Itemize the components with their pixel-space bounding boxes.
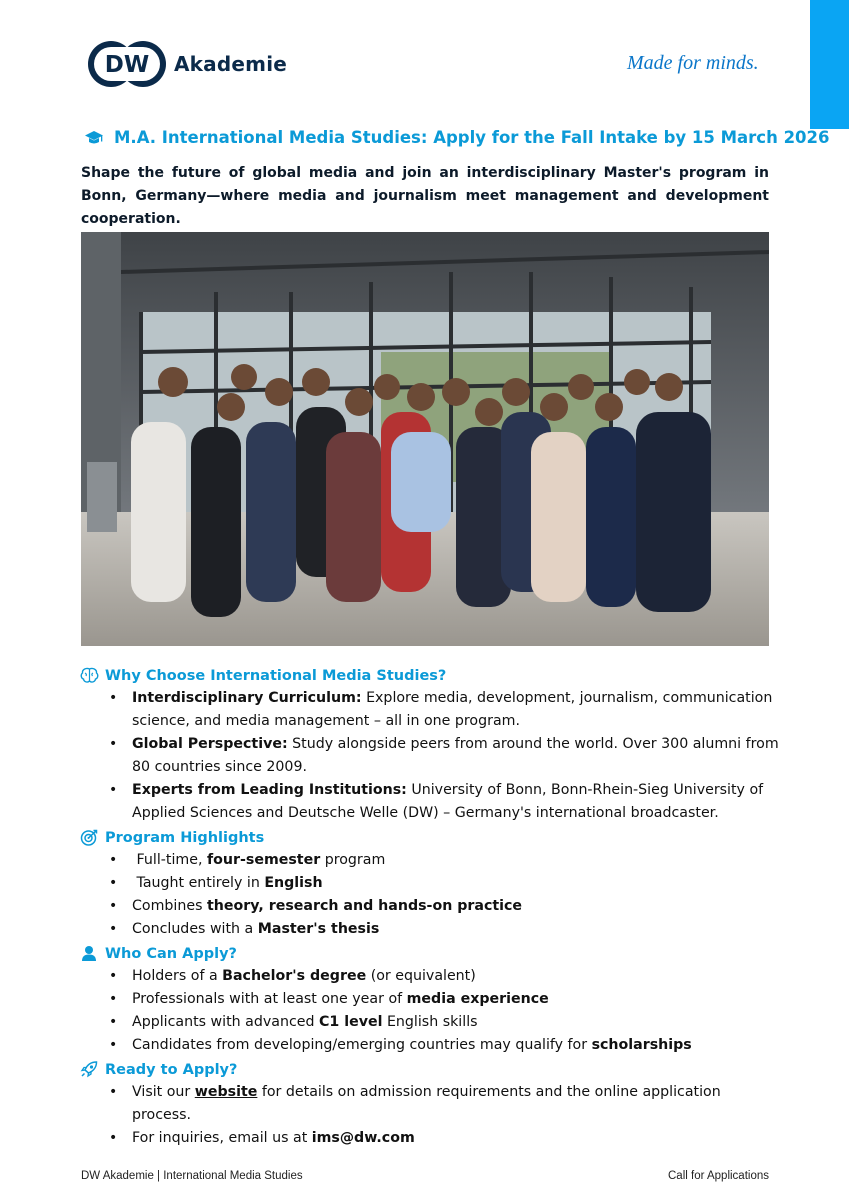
website-link[interactable]: website	[194, 1084, 258, 1100]
item-bold: English	[264, 875, 323, 891]
corner-accent-bar	[810, 0, 849, 129]
why-choose-heading	[80, 664, 780, 687]
item-bold: Interdisciplinary Curriculum:	[132, 690, 362, 706]
footer-left: DW Akademie | International Media Studies	[81, 1170, 303, 1182]
program-highlights-heading-text: Program Highlights	[105, 829, 265, 846]
item-bold: Global Perspective:	[132, 736, 288, 752]
ready-to-apply-list	[80, 1081, 780, 1150]
item-text: English skills	[382, 1014, 478, 1030]
intro-paragraph: Shape the future of global media and join an interdisciplinary Master's program in Bonn, Germany—where media and journalism meet management and development cooperation.	[81, 165, 769, 227]
item-text: (or equivalent)	[366, 968, 476, 984]
who-can-apply-section	[80, 942, 780, 1057]
list-item	[80, 687, 780, 733]
item-text: University of Bonn, Bonn-Rhein-Sieg University of Applied Sciences and Deutsche Welle (DW) – Germany's international broadcaster.	[132, 782, 764, 821]
why-choose-heading-text: Why Choose International Media Studies?	[105, 667, 447, 684]
item-text: Taught entirely in	[132, 875, 265, 891]
graduation-cap-icon	[84, 130, 104, 146]
ready-to-apply-heading	[80, 1058, 780, 1081]
list-item	[80, 988, 780, 1011]
why-choose-list	[80, 687, 780, 825]
item-text: Visit our	[132, 1084, 195, 1100]
list-item	[80, 1011, 780, 1034]
list-item	[80, 1127, 780, 1150]
list-item	[80, 918, 780, 941]
list-item	[80, 872, 780, 895]
item-text: for details on admission requirements and the online application process.	[132, 1084, 721, 1123]
list-item	[80, 1034, 780, 1057]
who-can-apply-heading-text: Who Can Apply?	[105, 945, 237, 962]
brain-icon	[80, 667, 99, 684]
list-item	[80, 733, 780, 779]
item-text: Full-time,	[132, 852, 207, 868]
group-photo	[81, 232, 769, 646]
item-text: program	[320, 852, 386, 868]
dw-logo-mark	[88, 41, 166, 87]
list-item	[80, 895, 780, 918]
item-text: Explore media, development, journalism, communication science, and media management – all in one program.	[132, 690, 773, 729]
item-text: For inquiries, email us at	[132, 1130, 312, 1146]
item-text: Combines	[132, 898, 207, 914]
item-text: Candidates from developing/emerging countries may qualify for	[132, 1037, 592, 1053]
group-photo-illustration	[81, 232, 769, 646]
program-highlights-heading	[80, 826, 780, 849]
list-item	[80, 849, 780, 872]
list-item	[80, 779, 780, 825]
item-bold: four-semester	[206, 852, 321, 868]
item-bold: media experience	[406, 991, 549, 1007]
rocket-icon	[80, 1061, 99, 1078]
item-bold: theory, research and hands-on practice	[206, 898, 523, 914]
item-bold: Master's thesis	[257, 921, 380, 937]
page-title-text: M.A. International Media Studies: Apply for the Fall Intake by 15 March 2026	[114, 128, 830, 147]
item-text: Holders of a	[132, 968, 223, 984]
tagline: Made for minds.	[627, 52, 759, 74]
item-text: Applicants with advanced	[132, 1014, 319, 1030]
footer-right: Call for Applications	[668, 1170, 769, 1182]
target-icon	[80, 829, 99, 846]
why-choose-section	[80, 664, 780, 825]
item-bold: C1 level	[319, 1014, 383, 1030]
page-title	[84, 128, 830, 147]
who-can-apply-list	[80, 965, 780, 1057]
email-address[interactable]: ims@dw.com	[311, 1130, 415, 1146]
logo-wordmark: Akademie	[174, 52, 288, 76]
logo-letters: DW	[104, 52, 150, 78]
item-bold: Bachelor's degree	[222, 968, 367, 984]
list-item	[80, 965, 780, 988]
ready-to-apply-section	[80, 1058, 780, 1150]
list-item	[80, 1081, 780, 1127]
program-highlights-list	[80, 849, 780, 941]
ready-to-apply-heading-text: Ready to Apply?	[105, 1061, 238, 1078]
who-can-apply-heading	[80, 942, 780, 965]
dw-akademie-logo[interactable]	[88, 41, 287, 87]
item-text: Professionals with at least one year of	[132, 991, 407, 1007]
item-text: Concludes with a	[132, 921, 258, 937]
person-icon	[80, 945, 99, 962]
item-bold: scholarships	[591, 1037, 692, 1053]
program-highlights-section	[80, 826, 780, 941]
item-text: Study alongside peers from around the world. Over 300 alumni from 80 countries since 2009.	[132, 736, 779, 775]
item-bold: Experts from Leading Institutions:	[132, 782, 407, 798]
